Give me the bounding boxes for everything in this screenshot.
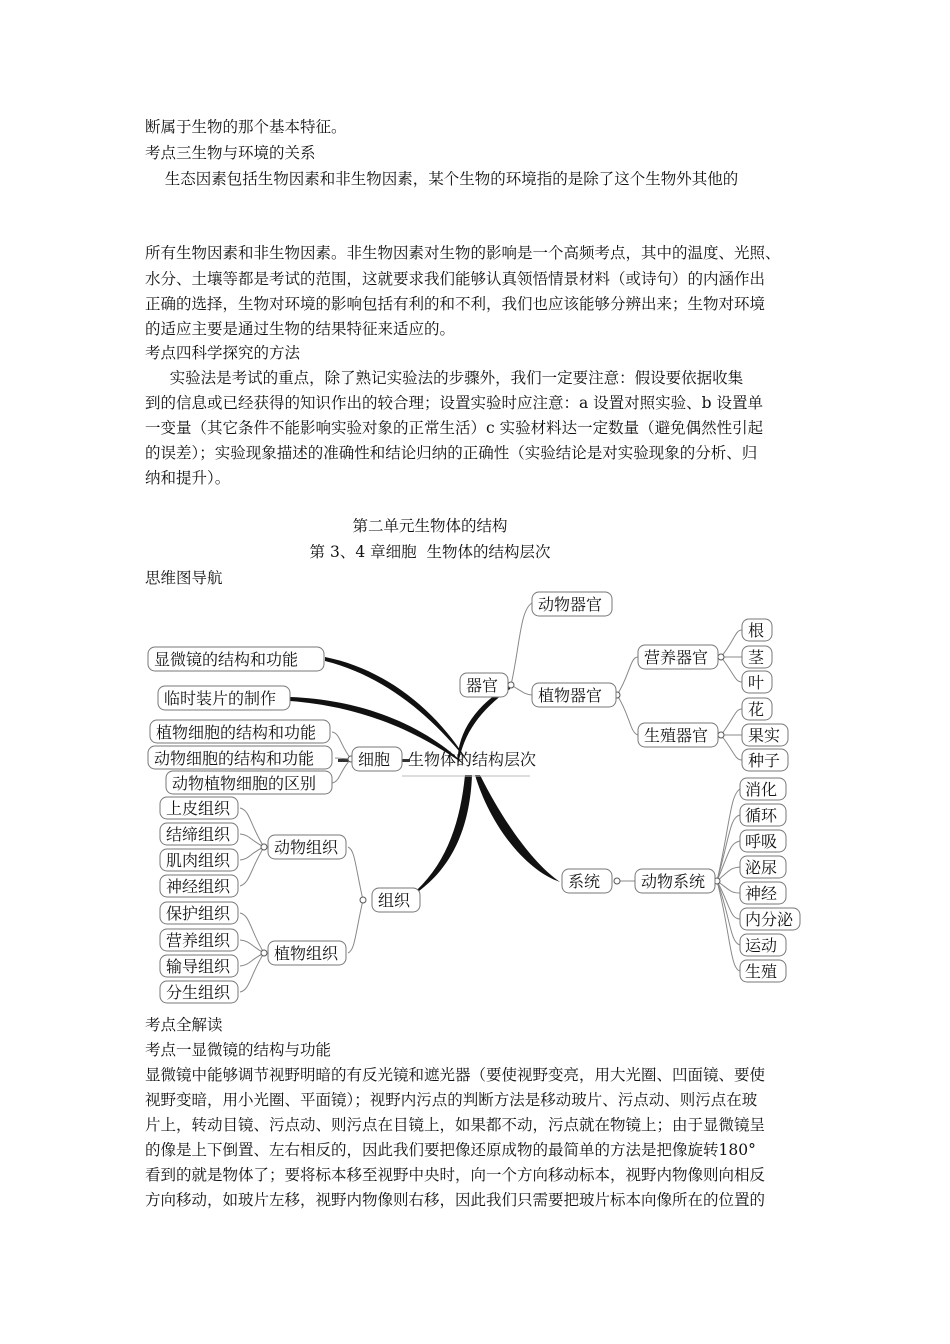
text-line: 所有生物因素和非生物因素。非生物因素对生物的影响是一个高频考点，其中的温度、光照、: [145, 244, 781, 262]
node-tissue-item: 上皮组织: [166, 799, 231, 818]
mindmap-center: 生物体的结构层次: [408, 750, 537, 769]
node-system-item: 神经: [745, 884, 778, 903]
node-seed: 种子: [748, 751, 781, 770]
node-system-item: 循环: [745, 806, 778, 825]
node-tissue-item: 保护组织: [166, 904, 231, 923]
node-root: 根: [748, 621, 765, 640]
text-line: 正确的选择，生物对环境的影响包括有利的和不利，我们也应该能够分辨出来；生物对环境: [145, 295, 766, 313]
section-heading: 考点一显微镜的结构与功能: [145, 1041, 332, 1059]
node-system-item: 呼吸: [745, 832, 778, 851]
node-system-item: 泌尿: [745, 858, 778, 877]
node-system-item: 生殖: [745, 962, 778, 981]
node-flower: 花: [748, 700, 765, 719]
node-stem: 茎: [748, 648, 765, 667]
node-tissue-item: 分生组织: [166, 983, 231, 1002]
node-system: 系统: [568, 872, 601, 891]
node-leaf: 叶: [748, 673, 765, 692]
text-line: 显微镜中能够调节视野明暗的有反光镜和遮光器（要使视野变亮，用大光圈、凹面镜、要使: [145, 1066, 766, 1084]
text-line: 断属于生物的那个基本特征。: [145, 118, 347, 136]
node-animal-system: 动物系统: [641, 872, 706, 891]
mind-map: [140, 585, 820, 1015]
node-cell-item: 动物细胞的结构和功能: [154, 749, 315, 768]
node-tissue-item: 营养组织: [166, 931, 231, 950]
text-line: 一变量（其它条件不能影响实验对象的正常生活）c 实验材料达一定数量（避免偶然性引起: [145, 419, 764, 437]
node-microscope: 显微镜的结构和功能: [154, 650, 299, 669]
node-plant-organ: 植物器官: [538, 686, 603, 705]
text-line: 实验法是考试的重点，除了熟记实验法的步骤外，我们一定要注意：假设要依据收集: [145, 369, 744, 387]
mindmap-heading: 思维图导航: [145, 569, 223, 587]
node-cell-item: 动物植物细胞的区别: [172, 774, 317, 793]
text-line: 生态因素包括生物因素和非生物因素，某个生物的环境指的是除了这个生物外其他的: [145, 170, 739, 188]
text-line: 看到的就是物体了；要将标本移至视野中央时，向一个方向移动标本，视野内物像则向相反: [145, 1166, 766, 1184]
text-line: 的适应主要是通过生物的结果特征来适应的。: [145, 320, 456, 338]
unit-title: 第二单元生物体的结构: [352, 517, 508, 535]
section-heading: 考点四科学探究的方法: [145, 344, 301, 362]
node-tissue-item: 肌肉组织: [166, 851, 231, 870]
node-reproductive-organ: 生殖器官: [644, 726, 709, 745]
text-line: 的误差）；实验现象描述的准确性和结论归纳的正确性（实验结论是对实验现象的分析、归: [145, 444, 758, 462]
node-animal-organ: 动物器官: [538, 595, 603, 614]
text-line: 纳和提升）。: [145, 469, 231, 487]
node-system-item: 运动: [745, 936, 778, 955]
node-nutrition-organ: 营养器官: [644, 648, 709, 667]
node-cell: 细胞: [358, 750, 391, 769]
text-line: 方向移动，如玻片左移，视野内物像则右移，因此我们只需要把玻片标本向像所在的位置的: [145, 1191, 766, 1209]
node-tissue-item: 神经组织: [166, 877, 231, 896]
node-fruit: 果实: [748, 726, 781, 745]
section-heading: 考点全解读: [145, 1016, 223, 1034]
section-heading: 考点三生物与环境的关系: [145, 144, 316, 162]
node-cell-item: 植物细胞的结构和功能: [156, 723, 317, 742]
text-line: 到的信息或已经获得的知识作出的较合理；设置实验时应注意：a 设置对照实验、b 设置单: [145, 394, 764, 412]
node-plant-tissue: 植物组织: [274, 944, 339, 963]
node-tissue-item: 输导组织: [166, 957, 231, 976]
text-line: 片上，转动目镜、污点动、则污点在目镜上，如果都不动，污点就在物镜上；由于显微镜呈: [145, 1116, 766, 1134]
text-line: 视野变暗，用小光圈、平面镜）；视野内污点的判断方法是移动玻片、污点动、则污点在玻: [145, 1091, 758, 1109]
node-system-item: 内分泌: [745, 910, 794, 929]
node-tissue: 组织: [378, 891, 411, 910]
node-organ: 器官: [466, 676, 499, 695]
node-tissue-item: 结缔组织: [166, 825, 231, 844]
chapter-title: 第 3、4 章细胞 生物体的结构层次: [309, 543, 551, 561]
node-system-item: 消化: [745, 780, 778, 799]
node-slide: 临时装片的制作: [164, 689, 277, 708]
node-animal-tissue: 动物组织: [274, 838, 339, 857]
text-line: 水分、土壤等都是考试的范围，这就要求我们能够认真领悟情景材料（或诗句）的内涵作出: [145, 270, 766, 288]
text-line: 的像是上下倒置、左右相反的，因此我们要把像还原成物的最简单的方法是把像旋转180°: [145, 1141, 756, 1159]
